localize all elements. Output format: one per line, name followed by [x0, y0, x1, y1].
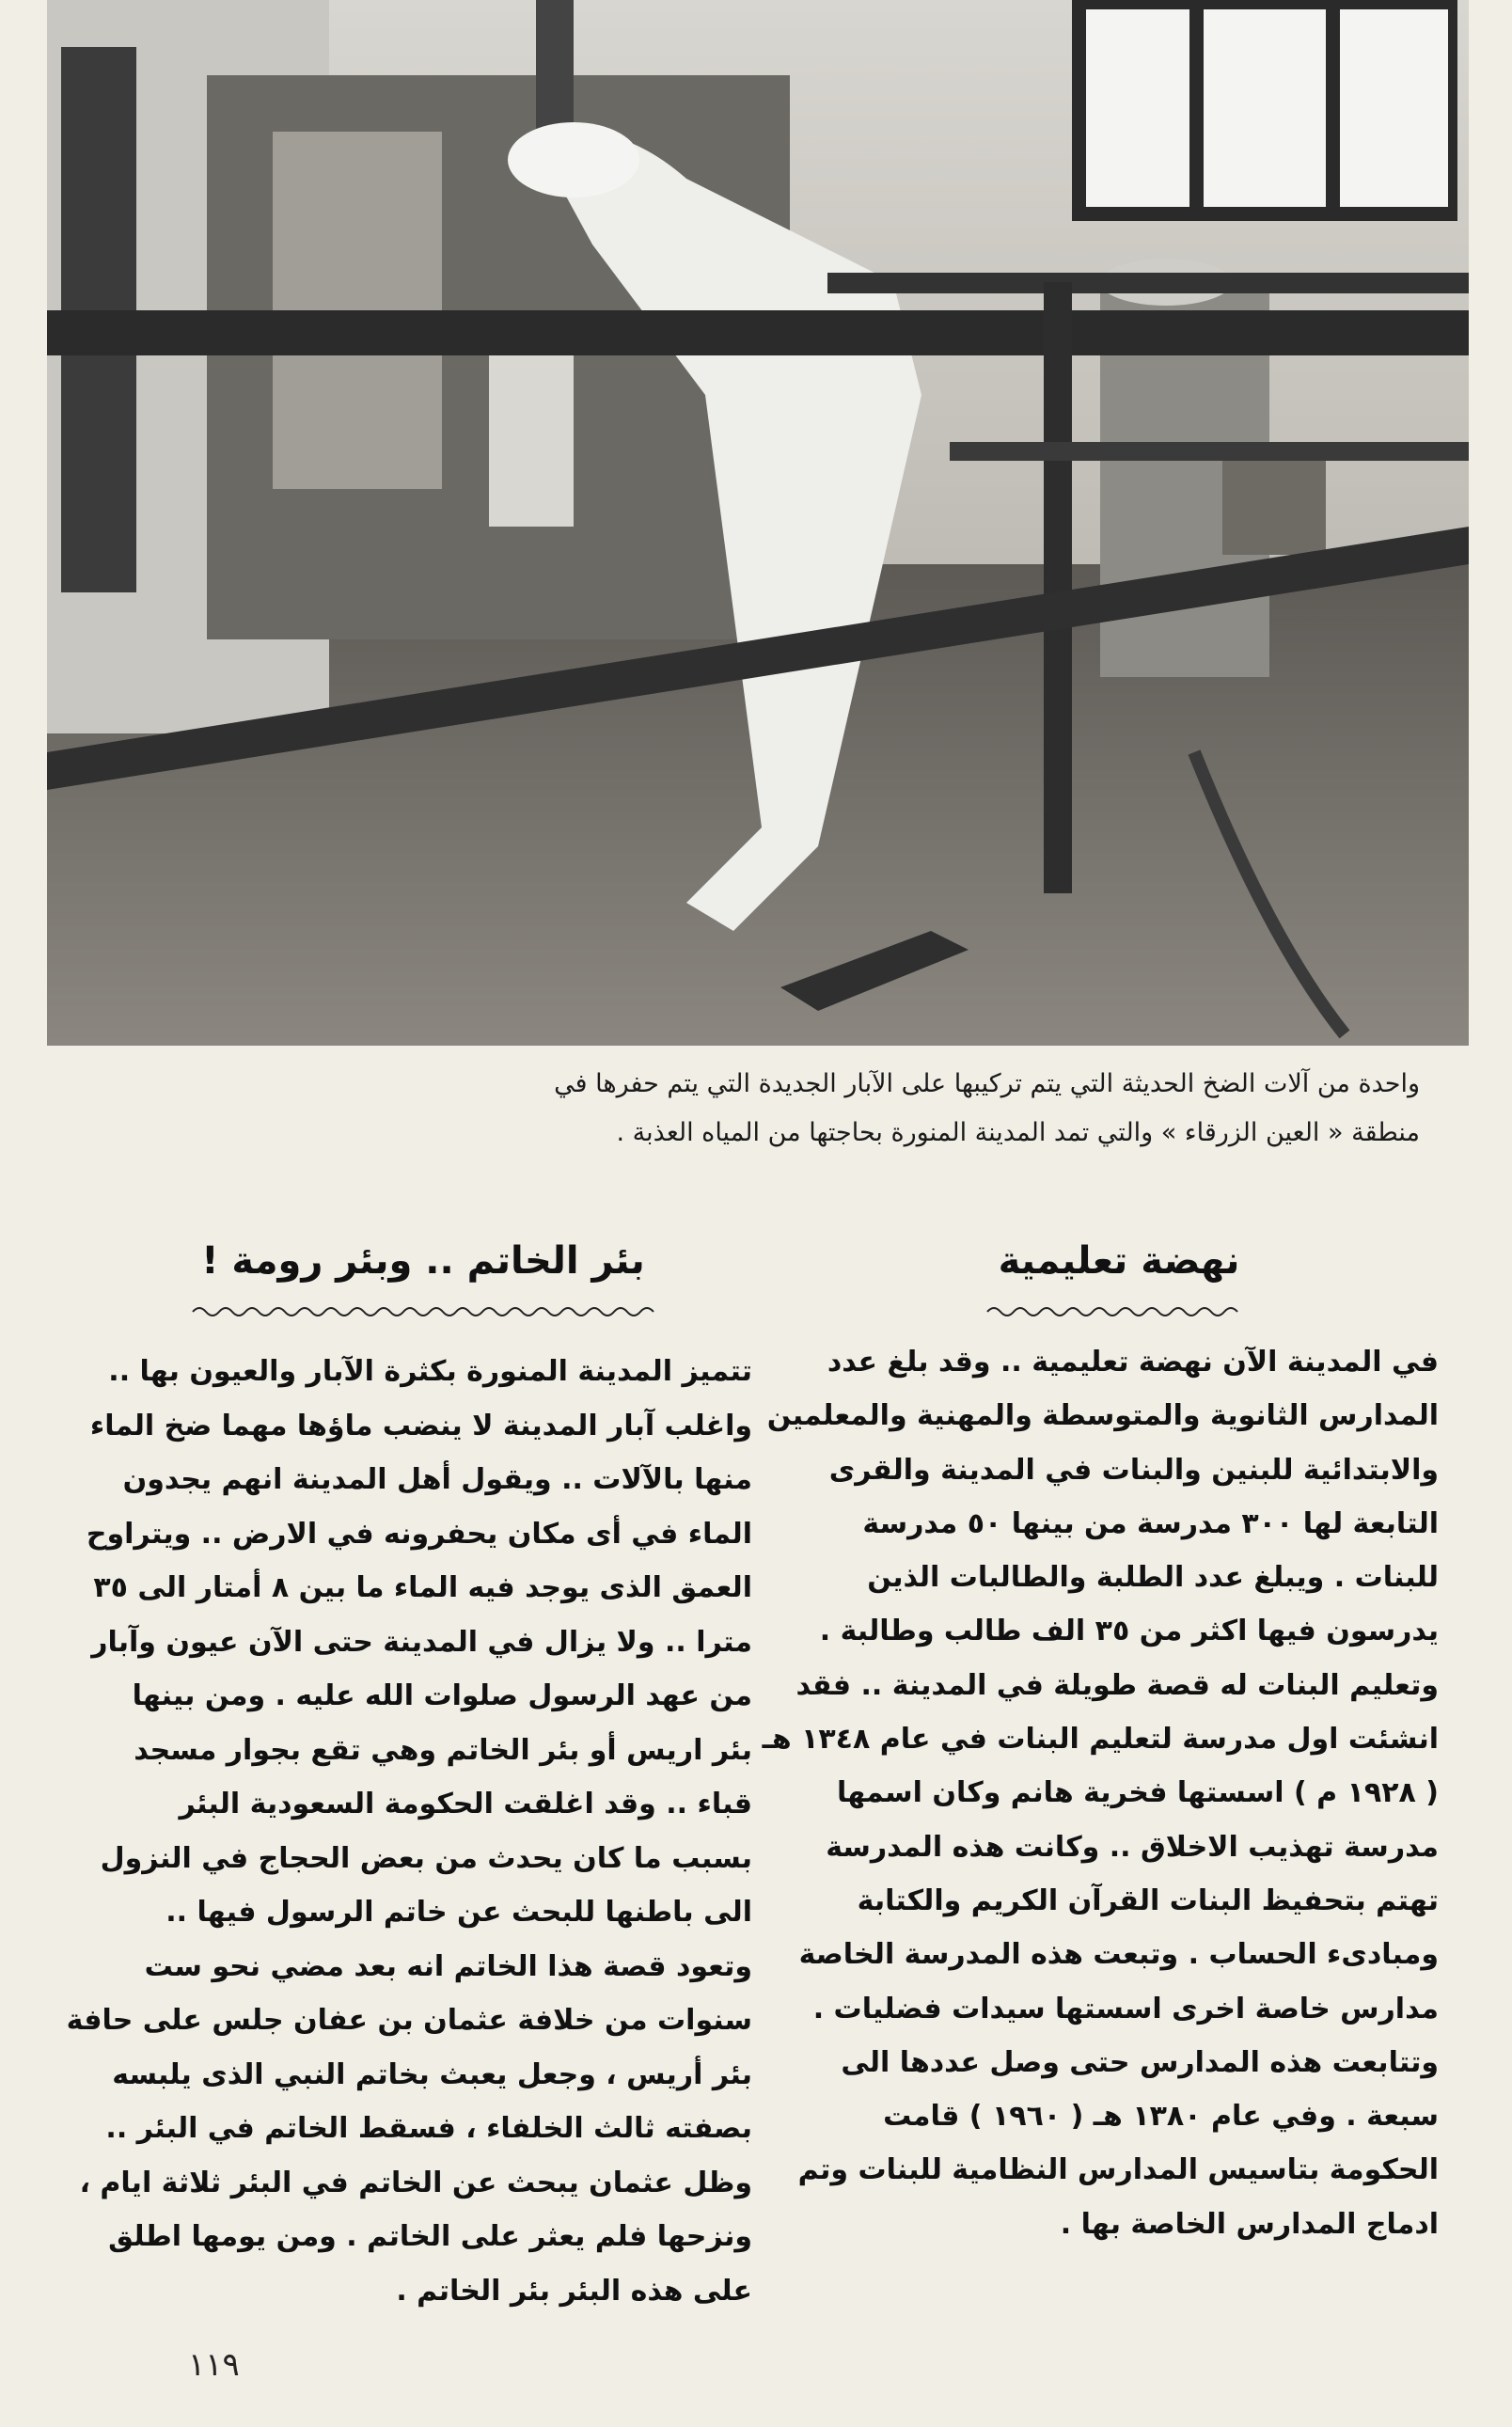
photo-caption-line-1: واحدة من آلات الضخ الحديثة التي يتم تركيبها على الآبار الجديدة التي يتم حفرها في [554, 1069, 1420, 1098]
body-line: ونزحها فلم يعثر على الخاتم . ومن يومها اطلق [108, 2220, 752, 2253]
body-line: الحكومة بتاسيس المدارس النظامية للبنات وتم [797, 2153, 1439, 2187]
body-line: يدرسون فيها اكثر من ٣٥ الف طالب وطالبة . [819, 1615, 1439, 1648]
pump-machinery-photo [47, 0, 1469, 1046]
body-line: واغلب آبار المدينة لا ينضب ماؤها مهما ضخ الماء [89, 1409, 752, 1442]
body-line: بئر أريس ، وجعل يعبث بخاتم النبي الذى يلبسه [112, 2057, 752, 2091]
body-line: بئر اريس أو بئر الخاتم وهي تقع بجوار مسجد [134, 1733, 752, 1767]
section-title-educational-renaissance: نهضة تعليمية [998, 1239, 1240, 1283]
body-line: في المدينة الآن نهضة تعليمية .. وقد بلغ عدد [827, 1346, 1439, 1379]
photo-illustration [47, 0, 1469, 1046]
body-line: مدرسة تهذيب الاخلاق .. وكانت هذه المدرسة [826, 1830, 1439, 1864]
body-line: وظل عثمان يبحث عن الخاتم في البئر ثلاثة ايام ، [79, 2166, 752, 2199]
body-line: والابتدائية للبنين والبنات في المدينة والقرى [828, 1453, 1439, 1487]
body-line: منها بالآلات .. ويقول أهل المدينة انهم يجدون [122, 1463, 752, 1496]
body-line: وتعليم البنات له قصة طويلة في المدينة .. فقد [795, 1668, 1439, 1702]
body-line: سنوات من خلافة عثمان بن عفان جلس على حافة [66, 2004, 752, 2037]
body-line: الماء في أى مكان يحفرونه في الارض .. ويتراوح [86, 1517, 752, 1551]
body-line: بصفته ثالث الخلفاء ، فسقط الخاتم في البئر .. [105, 2112, 752, 2145]
page-number: ١١٩ [188, 2346, 240, 2384]
body-line: ادماج المدارس الخاصة بها . [1060, 2207, 1439, 2241]
body-line: انشئت اول مدرسة لتعليم البنات في عام ١٣٤٨ هـ [762, 1723, 1439, 1757]
body-line: قباء .. وقد اغلقت الحكومة السعودية البئر [179, 1788, 752, 1820]
body-line: ومبادىء الحساب . وتبعت هذه المدرسة الخاصة [798, 1938, 1439, 1972]
title-underline-wave [987, 1302, 1241, 1321]
body-line: الى باطنها للبحث عن خاتم الرسول فيها .. [165, 1896, 752, 1929]
body-line: على هذه البئر بئر الخاتم . [396, 2274, 752, 2308]
body-line: التابعة لها ٣٠٠ مدرسة من بينها ٥٠ مدرسة [862, 1506, 1439, 1540]
body-line: وتتابعت هذه المدارس حتى وصل عددها الى [841, 2045, 1439, 2079]
body-line: سبعة . وفي عام ١٣٨٠ هـ ( ١٩٦٠ ) قامت [883, 2100, 1439, 2134]
body-line: وتعود قصة هذا الخاتم انه بعد مضي نحو ست [144, 1949, 752, 1983]
body-line: مدارس خاصة اخرى اسستها سيدات فضليات . [812, 1992, 1439, 2025]
body-line: من عهد الرسول صلوات الله عليه . ومن بينها [132, 1679, 752, 1712]
section-title-khatam-well: بئر الخاتم .. وبئر رومة ! [201, 1239, 645, 1283]
body-line: ( ١٩٢٨ م ) اسستها فخرية هانم وكان اسمها [836, 1776, 1439, 1810]
body-line: العمق الذى يوجد فيه الماء ما بين ٨ أمتار الى ٣٥ [93, 1571, 752, 1604]
body-line: تهتم بتحفيظ البنات القرآن الكريم والكتابة [857, 1883, 1439, 1917]
body-line: بسبب ما كان يحدث من بعض الحجاج في النزول [100, 1841, 752, 1875]
body-line: المدارس الثانوية والمتوسطة والمهنية والمعلمين [766, 1399, 1439, 1433]
article-education-body [762, 1335, 1439, 2251]
body-line: مترا .. ولا يزال في المدينة حتى الآن عيون وآبار [91, 1625, 752, 1659]
body-line: للبنات . ويبلغ عدد الطلبة والطالبات الذين [867, 1561, 1439, 1595]
article-khatam-well-body [66, 1345, 752, 2318]
title-underline-wave [193, 1302, 663, 1321]
body-line: تتميز المدينة المنورة بكثرة الآبار والعيون بها .. [108, 1355, 752, 1388]
photo-caption-line-2: منطقة « العين الزرقاء » والتي تمد المدينة المنورة بحاجتها من المياه العذبة . [616, 1118, 1420, 1147]
